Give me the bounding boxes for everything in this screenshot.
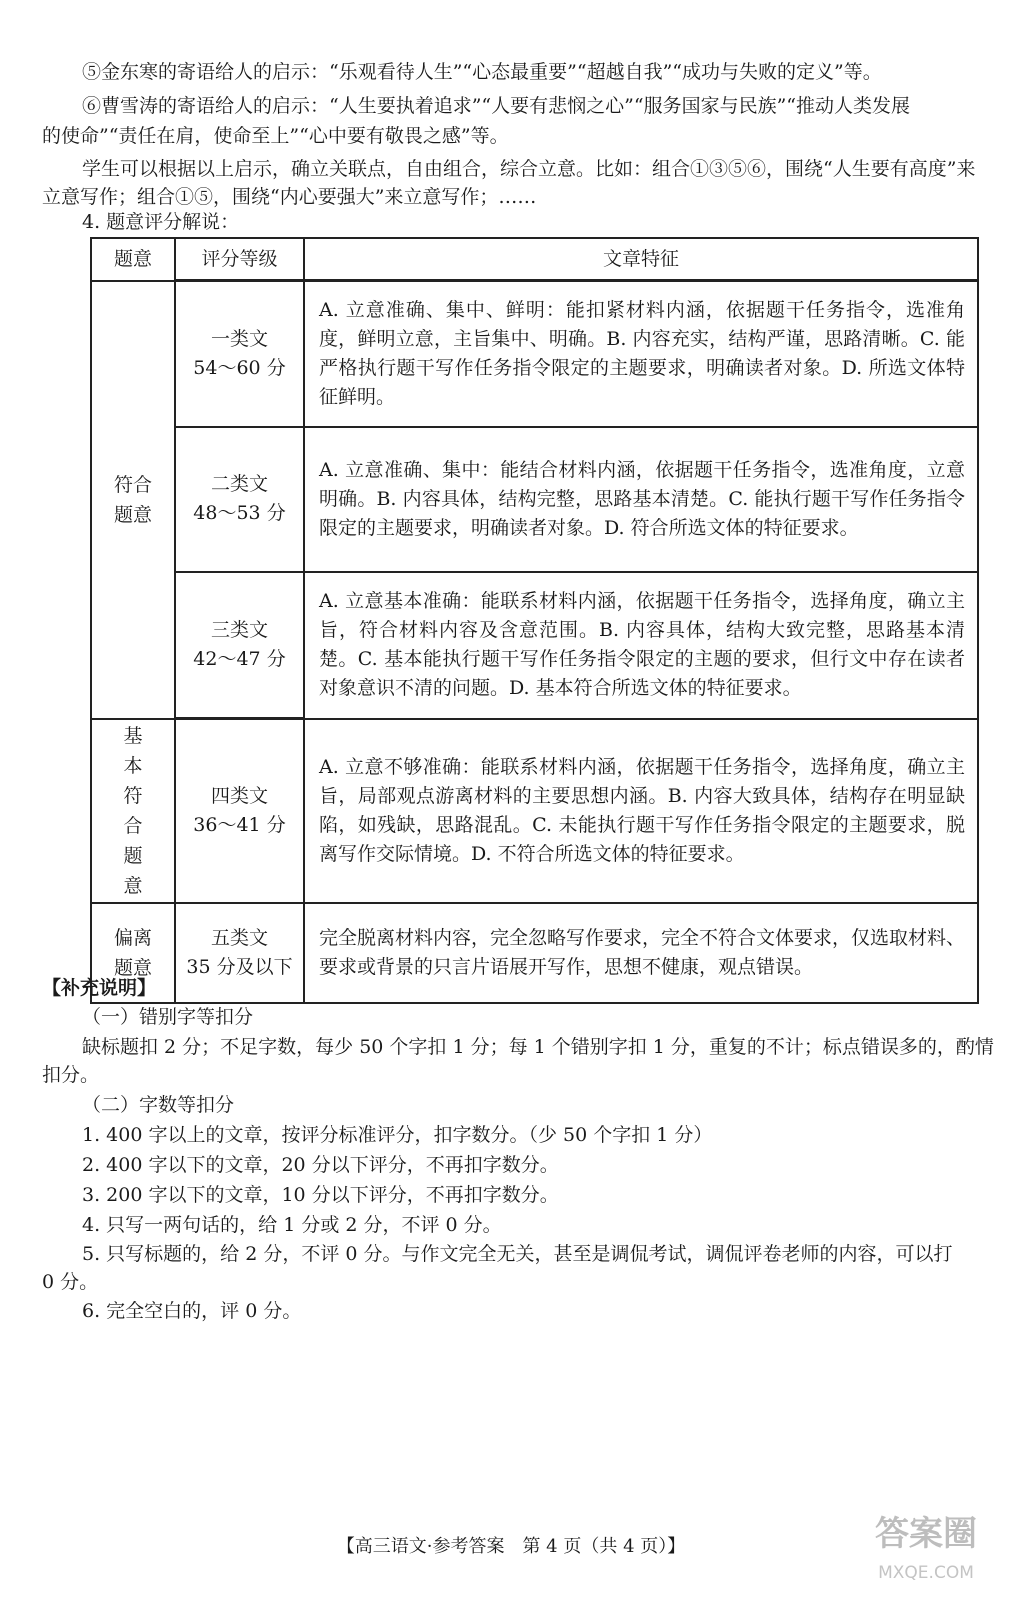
supplement-line: 1. 400 字以上的文章，按评分标准评分，扣字数分。（少 50 个字扣 1 分） bbox=[82, 1124, 713, 1146]
supplement-line: 缺标题扣 2 分；不足字数，每少 50 个字扣 1 分；每 1 个错别字扣 1 分，重复的不计；标点错误多的，酌情 bbox=[82, 1036, 994, 1058]
topic-label: 基本符合题意 bbox=[123, 724, 143, 897]
table-row bbox=[91, 903, 978, 1003]
supplement-title: 【补充说明】 bbox=[42, 977, 157, 999]
table-header-row bbox=[91, 238, 978, 281]
grade-label: 三类文 bbox=[210, 618, 268, 641]
grade-score: 48～53 分 bbox=[193, 502, 286, 524]
topic-cell bbox=[91, 719, 175, 903]
supplement-line: （二）字数等扣分 bbox=[82, 1094, 235, 1116]
grade-cell bbox=[175, 903, 304, 1003]
table-row bbox=[91, 427, 978, 572]
features-cell: A. 立意不够准确：能联系材料内涵，依据题干任务指令，选择角度，确立主旨，局部观点游离材料的主要思想内涵。B. 内容大致具体，结构存在明显缺陷，如残缺，思路混乱。C. 未能执行题干写作任务指令限定的主题要求，脱离写作交际情境。D. 不符合所选文体的特征要求。 bbox=[304, 719, 978, 903]
features-cell: 完全脱离材料内容，完全忽略写作要求，完全不符合文体要求，仅选取材料、要求或背景的只言片语展开写作，思想不健康，观点错误。 bbox=[304, 903, 978, 1003]
text-line: 学生可以根据以上启示，确立关联点，自由组合，综合立意。比如：组合①③⑤⑥，围绕“人生要有高度”来 bbox=[82, 158, 976, 180]
supplement-line: 2. 400 字以下的文章，20 分以下评分，不再扣字数分。 bbox=[82, 1154, 559, 1176]
supplement-line: 5. 只写标题的，给 2 分，不评 0 分。与作文完全无关，甚至是调侃考试，调侃评卷老师的内容，可以打 bbox=[82, 1243, 953, 1265]
text-line: 的使命”“责任在肩，使命至上”“心中要有敬畏之感”等。 bbox=[42, 125, 509, 147]
topic-label: 偏离题意 bbox=[113, 926, 152, 979]
supplement-line: （一）错别字等扣分 bbox=[82, 1006, 254, 1028]
grade-cell bbox=[175, 572, 304, 719]
topic-label: 符合题意 bbox=[113, 473, 152, 526]
grade-score: 54～60 分 bbox=[193, 356, 286, 379]
features-cell: A. 立意准确、集中：能结合材料内涵，依据题干任务指令，选准角度，立意明确。B. 内容具体，结构完整，思路基本清楚。C. 能执行题干写作任务指令限定的主题要求，明确读者对象。D. 符合所选文体的特征要求。 bbox=[304, 427, 978, 572]
svg-text:答案圈: 答案圈 bbox=[875, 1514, 977, 1554]
features-cell: A. 立意准确、集中、鲜明：能扣紧材料内涵，依据题干任务指令，选准角度，鲜明立意，主旨集中、明确。B. 内容充实，结构严谨，思路清晰。C. 能严格执行题干写作任务指令限定的主题要求，明确读者对象。D. 所选文体特征鲜明。 bbox=[304, 281, 978, 427]
grade-label: 二类文 bbox=[210, 473, 268, 495]
grade-score: 36～41 分 bbox=[193, 813, 286, 836]
topic-cell bbox=[91, 281, 175, 719]
table-row bbox=[91, 719, 978, 903]
grade-label: 五类文 bbox=[210, 926, 268, 949]
header-topic: 题意 bbox=[91, 238, 175, 281]
watermark-logo bbox=[856, 1500, 996, 1590]
grade-cell bbox=[175, 719, 304, 903]
text-line: ⑥曹雪涛的寄语给人的启示：“人生要执着追求”“人要有悲悯之心”“服务国家与民族”“推动人类发展 bbox=[82, 95, 910, 117]
grade-cell bbox=[175, 427, 304, 572]
grade-label: 一类文 bbox=[210, 327, 268, 350]
header-grade: 评分等级 bbox=[175, 238, 304, 281]
svg-text:MXQE.COM: MXQE.COM bbox=[878, 1563, 974, 1583]
grade-label: 四类文 bbox=[210, 784, 268, 807]
section-heading: 4. 题意评分解说： bbox=[82, 211, 240, 233]
grade-cell bbox=[175, 281, 304, 427]
page-footer: 【高三语文·参考答案 第 4 页（共 4 页）】 bbox=[336, 1536, 686, 1557]
grade-score: 42～47 分 bbox=[193, 647, 286, 670]
table-row bbox=[91, 572, 978, 719]
supplement-line: 0 分。 bbox=[42, 1271, 99, 1293]
header-features: 文章特征 bbox=[304, 238, 978, 281]
text-line: 立意写作；组合①⑤，围绕“内心要强大”来立意写作；…… bbox=[42, 186, 537, 208]
text-line: ⑤金东寒的寄语给人的启示：“乐观看待人生”“心态最重要”“超越自我”“成功与失败的定义”等。 bbox=[82, 61, 882, 83]
features-cell: A. 立意基本准确：能联系材料内涵，依据题干任务指令，选择角度，确立主旨，符合材料内容及含意范围。B. 内容具体，结构大致完整，思路基本清楚。C. 基本能执行题干写作任务指令限定的主题的要求，但行文中存在读者对象意识不清的问题。D. 基本符合所选文体的特征要求。 bbox=[304, 572, 978, 719]
table-row bbox=[91, 281, 978, 427]
scoring-table bbox=[90, 237, 979, 1004]
grade-score: 35 分及以下 bbox=[186, 955, 293, 978]
supplement-line: 扣分。 bbox=[42, 1064, 100, 1086]
supplement-line: 3. 200 字以下的文章，10 分以下评分，不再扣字数分。 bbox=[82, 1184, 559, 1206]
supplement-line: 6. 完全空白的，评 0 分。 bbox=[82, 1300, 302, 1322]
supplement-line: 4. 只写一两句话的，给 1 分或 2 分，不评 0 分。 bbox=[82, 1214, 502, 1236]
